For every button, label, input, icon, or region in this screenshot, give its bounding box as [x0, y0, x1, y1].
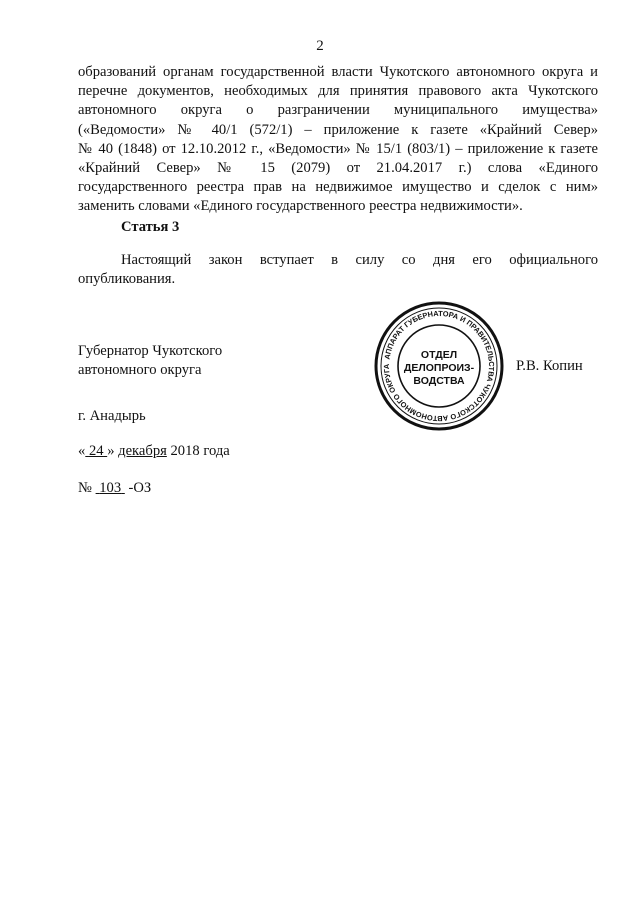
paragraph-line-2: перечне документов, необходимых для принятия правового акта Чукотского	[78, 83, 598, 100]
law-number-suffix: -ОЗ	[128, 480, 152, 496]
date-close-quote: »	[107, 443, 115, 459]
date-open-quote: «	[78, 443, 86, 459]
amendment-paragraph	[78, 63, 598, 217]
stamp-ring-text: АППАРАТ ГУБЕРНАТОРА И ПРАВИТЕЛЬСТВА ЧУКОТСКОГО АВТОНОМНОГО ОКРУГА	[381, 308, 497, 424]
article-line-1: Настоящий закон вступает в силу со дня его официального	[121, 252, 598, 268]
article-title: Статья 3	[121, 219, 180, 235]
paragraph-line-6: «Крайний Север» № 15 (2079) от 21.04.2017 г.) слова «Единого	[78, 160, 598, 177]
paragraph-line-5: № 40 (1848) от 12.10.2012 г., «Ведомости» № 15/1 (803/1) – приложение к газете	[78, 140, 598, 157]
signing-date	[78, 443, 230, 460]
paragraph-line-3: автономного округа о разграничении муниципального имущества»	[78, 102, 598, 119]
paragraph-line-8: заменить словами «Единого государственного реестра недвижимости».	[78, 198, 523, 215]
page-number: 2	[316, 38, 324, 54]
law-number	[78, 480, 151, 497]
official-stamp	[373, 300, 505, 432]
law-number-prefix: №	[78, 480, 92, 496]
stamp-center-line-1: ОТДЕЛ	[420, 349, 458, 361]
paragraph-line-4: («Ведомости» № 40/1 (572/1) – приложение к газете «Крайний Север»	[78, 121, 598, 138]
date-year: 2018 года	[170, 443, 230, 459]
signing-place: г. Анадырь	[78, 408, 146, 424]
paragraph-line-7: государственного реестра прав на недвижимое имущество и сделок с ним»	[78, 179, 598, 196]
signer-title-line-1: Губернатор Чукотского	[78, 343, 223, 359]
article-body	[78, 251, 598, 289]
signer-name: Р.В. Копин	[516, 358, 583, 374]
article-line-2: опубликования.	[78, 271, 176, 288]
date-month: декабря	[118, 443, 167, 459]
stamp-center-line-3: ВОДСТВА	[413, 375, 465, 387]
law-number-value: 103	[99, 480, 122, 496]
paragraph-line-1: образований органам государственной власти Чукотского автономного округа и	[78, 64, 598, 80]
stamp-center-line-2: ДЕЛОПРОИЗ-	[403, 362, 475, 374]
signer-title-line-2: автономного округа	[78, 362, 202, 378]
date-day: 24	[88, 443, 104, 459]
signer-title	[78, 342, 222, 380]
